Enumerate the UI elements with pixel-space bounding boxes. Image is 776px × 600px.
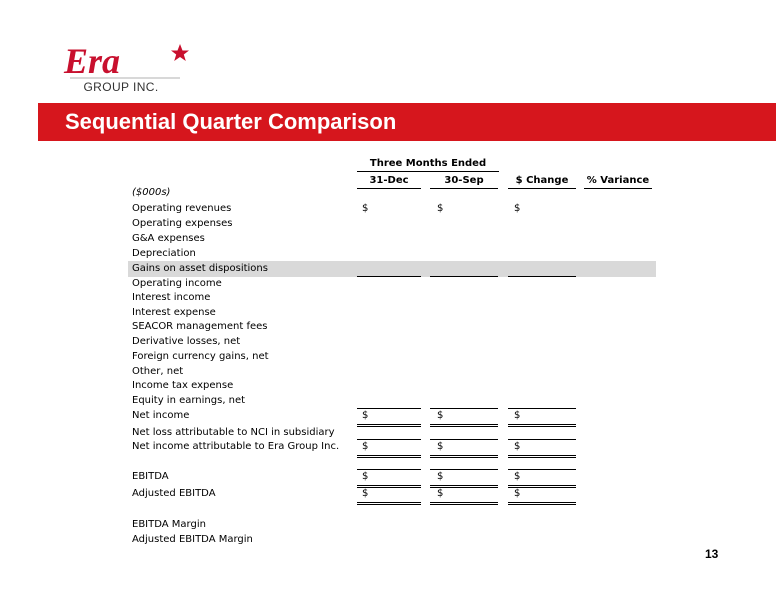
- row-label: Depreciation: [132, 248, 196, 259]
- rule-line: [357, 487, 421, 488]
- rule-line: [430, 408, 498, 409]
- rule-line: [508, 469, 576, 470]
- star-icon: [171, 44, 189, 61]
- currency-symbol: $: [362, 441, 369, 452]
- row-label: Net income attributable to Era Group Inc.: [132, 441, 340, 452]
- logo-wordmark: Era: [64, 41, 121, 80]
- page-number: 13: [705, 547, 719, 561]
- rule-line: [357, 439, 421, 440]
- row-label: G&A expenses: [132, 233, 205, 244]
- row-label: Net loss attributable to NCI in subsidiary: [132, 427, 335, 438]
- row-label: Net income: [132, 410, 190, 421]
- rule-line: [430, 469, 498, 470]
- column-header: $ Change: [515, 175, 569, 186]
- currency-symbol: $: [362, 488, 369, 499]
- row-label: EBITDA Margin: [132, 519, 206, 530]
- currency-symbol: $: [437, 441, 444, 452]
- era-group-logo: [62, 40, 192, 98]
- rule-line: [508, 276, 576, 277]
- currency-symbol: $: [362, 471, 369, 482]
- rule-line: [430, 188, 498, 189]
- units-label: ($000s): [132, 187, 171, 198]
- rule-line: [430, 502, 498, 503]
- rule-line: [357, 469, 421, 470]
- rule-line: [357, 408, 421, 409]
- row-label: Operating revenues: [132, 203, 232, 214]
- rule-line: [508, 487, 576, 488]
- row-label: SEACOR management fees: [132, 321, 268, 332]
- row-label: Other, net: [132, 366, 184, 377]
- rule-line: [430, 439, 498, 440]
- era-logo-mark: [62, 40, 192, 80]
- currency-symbol: $: [514, 471, 521, 482]
- currency-symbol: $: [437, 488, 444, 499]
- row-label: Adjusted EBITDA Margin: [132, 534, 253, 545]
- rule-line: [508, 457, 576, 458]
- rule-line: [357, 504, 421, 505]
- rule-line: [357, 188, 421, 189]
- row-label: Interest income: [132, 292, 211, 303]
- logo-subtitle: GROUP INC.: [83, 80, 159, 94]
- rule-line: [357, 171, 499, 172]
- row-label: Gains on asset dispositions: [132, 263, 268, 274]
- rule-line: [357, 457, 421, 458]
- row-label: Foreign currency gains, net: [132, 351, 269, 362]
- currency-symbol: $: [514, 203, 521, 214]
- row-label: Derivative losses, net: [132, 336, 241, 347]
- rule-line: [508, 502, 576, 503]
- rule-line: [430, 457, 498, 458]
- rule-line: [430, 487, 498, 488]
- rule-line: [430, 424, 498, 425]
- rule-line: [430, 504, 498, 505]
- currency-symbol: $: [362, 203, 369, 214]
- rule-line: [508, 504, 576, 505]
- currency-symbol: $: [437, 471, 444, 482]
- currency-symbol: $: [437, 203, 444, 214]
- rule-line: [430, 276, 498, 277]
- rule-line: [357, 502, 421, 503]
- rule-line: [357, 455, 421, 456]
- row-label: Equity in earnings, net: [132, 395, 246, 406]
- rule-line: [508, 424, 576, 425]
- column-header: % Variance: [586, 175, 650, 186]
- currency-symbol: $: [514, 488, 521, 499]
- currency-symbol: $: [437, 410, 444, 421]
- title-banner: [38, 103, 776, 141]
- rule-line: [584, 188, 652, 189]
- row-label: Operating income: [132, 278, 222, 289]
- rule-line: [508, 455, 576, 456]
- row-label: Income tax expense: [132, 380, 234, 391]
- rule-line: [357, 424, 421, 425]
- rule-line: [357, 276, 421, 277]
- rule-line: [508, 408, 576, 409]
- rule-line: [430, 426, 498, 427]
- group-header: Three Months Ended: [369, 158, 487, 169]
- rule-line: [357, 426, 421, 427]
- rule-line: [430, 485, 498, 486]
- rule-line: [508, 426, 576, 427]
- column-header: 30-Sep: [444, 175, 484, 186]
- rule-line: [430, 455, 498, 456]
- rule-line: [357, 485, 421, 486]
- row-label: Adjusted EBITDA: [132, 488, 216, 499]
- currency-symbol: $: [362, 410, 369, 421]
- row-label: EBITDA: [132, 471, 169, 482]
- row-label: Interest expense: [132, 307, 216, 318]
- currency-symbol: $: [514, 410, 521, 421]
- page-title: Sequential Quarter Comparison: [65, 109, 397, 134]
- rule-line: [508, 485, 576, 486]
- column-header: 31-Dec: [369, 175, 409, 186]
- rule-line: [508, 439, 576, 440]
- rule-line: [508, 188, 576, 189]
- currency-symbol: $: [514, 441, 521, 452]
- row-label: Operating expenses: [132, 218, 233, 229]
